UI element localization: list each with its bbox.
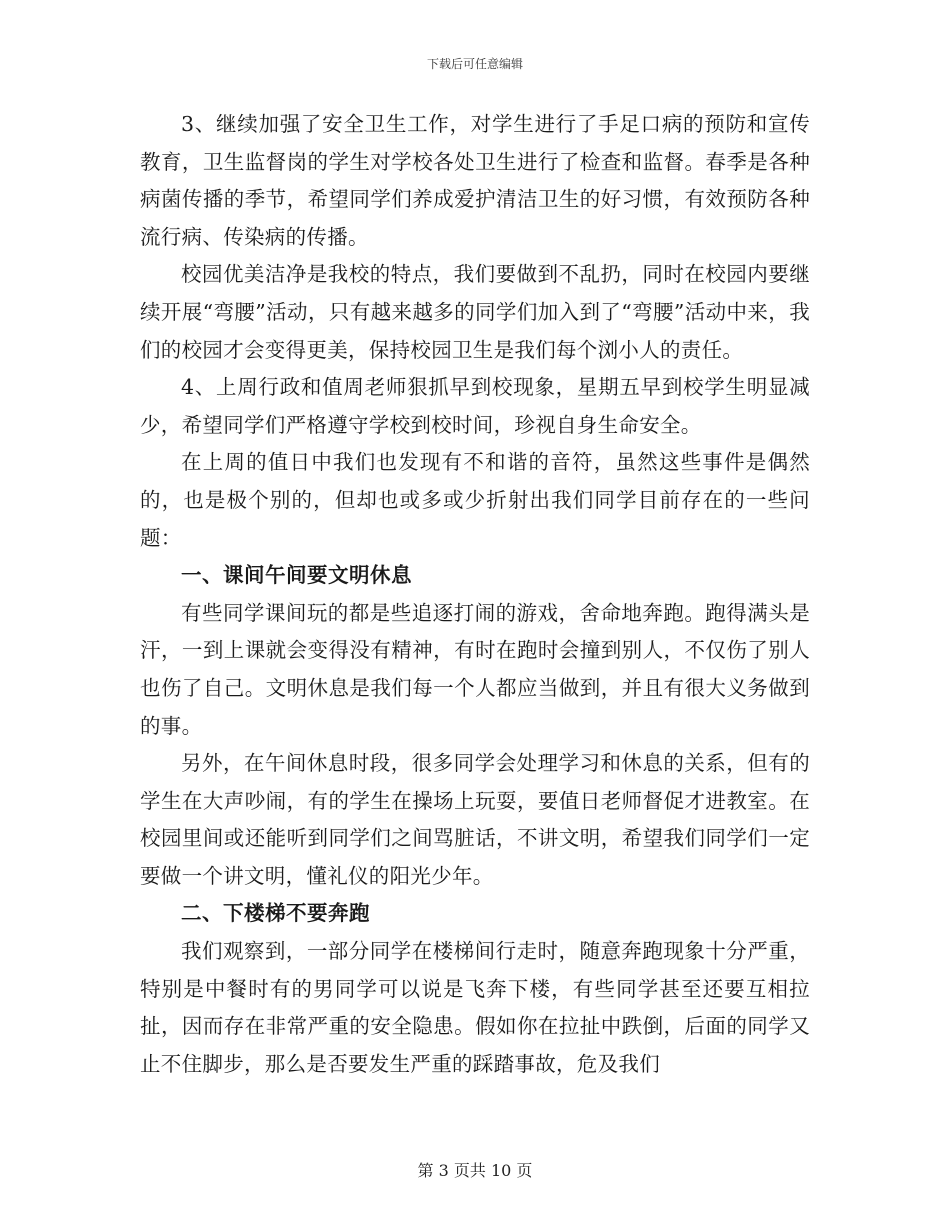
document-body xyxy=(140,106,810,1083)
paragraph-early-arrival: 4、上周行政和值周老师狠抓早到校现象，星期五早到校学生明显减少，希望同学们严格遵守学校到校时间，珍视自身生命安全。 xyxy=(140,375,810,437)
section-heading-1: 一、课间午间要文明休息 xyxy=(181,563,412,588)
section-heading-2: 二、下楼梯不要奔跑 xyxy=(181,901,370,926)
paragraph-campus-clean: 校园优美洁净是我校的特点，我们要做到不乱扔，同时在校园内要继续开展“弯腰”活动，只有越来越多的同学们加入到了“弯腰”活动中来，我们的校园才会变得更美，保持校园卫生是我们每个浏小人的责任。 xyxy=(140,262,810,362)
paragraph-problems-intro: 在上周的值日中我们也发现有不和谐的音符，虽然这些事件是偶然的，也是极个别的，但却也或多或少折射出我们同学目前存在的一些问题： xyxy=(140,450,810,550)
paragraph-recess-games: 有些同学课间玩的都是些追逐打闹的游戏，舍命地奔跑。跑得满头是汗，一到上课就会变得没有精神，有时在跑时会撞到别人，不仅伤了别人也伤了自己。文明休息是我们每一个人都应当做到，并且有很大义务做到的事。 xyxy=(140,600,810,738)
header-note: 下载后可任意编辑 xyxy=(426,57,523,71)
paragraph-safety-hygiene: 3、继续加强了安全卫生工作，对学生进行了手足口病的预防和宣传教育，卫生监督岗的学生对学校各处卫生进行了检查和监督。春季是各种病菌传播的季节，希望同学们养成爱护清洁卫生的好习惯，有效预防各种流行病、传染病的传播。 xyxy=(140,112,810,249)
paragraph-stairs: 我们观察到，一部分同学在楼梯间行走时，随意奔跑现象十分严重，特别是中餐时有的男同学可以说是飞奔下楼，有些同学甚至还要互相拉扯，因而存在非常严重的安全隐患。假如你在拉扯中跌倒，后面的同学又止不住脚步，那么是否要发生严重的踩踏事故，危及我们 xyxy=(140,939,810,1076)
paragraph-noon-rest: 另外，在午间休息时段，很多同学会处理学习和休息的关系，但有的学生在大声吵闹，有的学生在操场上玩耍，要值日老师督促才进教室。在校园里间或还能听到同学们之间骂脏话，不讲文明，希望我们同学们一定要做一个讲文明，懂礼仪的阳光少年。 xyxy=(140,751,810,888)
page-number: 第 3 页共 10 页 xyxy=(417,1161,533,1180)
